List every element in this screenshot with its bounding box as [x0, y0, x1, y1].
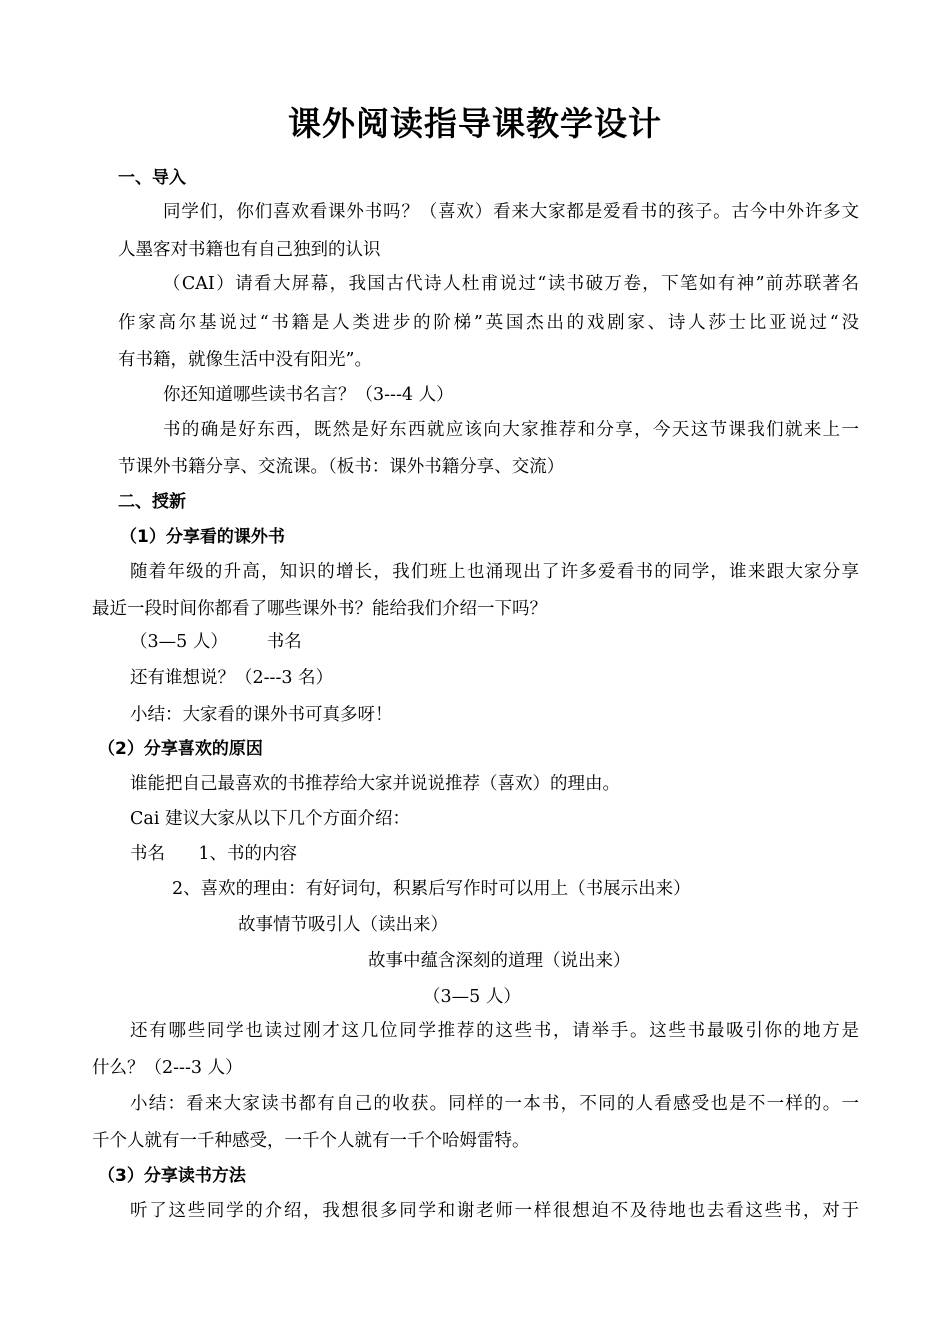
paragraph-line: 书的确是好东西，既然是好东西就应该向大家推荐和分享，今天这节课我们就来上一 [163, 420, 859, 440]
paragraph-line: 什么？（2---3 人） [92, 1058, 243, 1078]
paragraph-line: 随着年级的升高，知识的增长，我们班上也涌现出了许多爱看书的同学，谁来跟大家分享 [130, 562, 859, 582]
paragraph-line: 还有哪些同学也读过刚才这几位同学推荐的这些书，请举手。这些书最吸引你的地方是 [130, 1021, 859, 1041]
paragraph-line: 2、喜欢的理由：有好词句，积累后写作时可以用上（书展示出来） [172, 879, 691, 899]
paragraph-line: 小结：看来大家读书都有自己的收获。同样的一本书，不同的人看感受也是不一样的。一 [130, 1094, 859, 1114]
page-title: 课外阅读指导课教学设计 [288, 104, 662, 143]
paragraph-line: 节课外书籍分享、交流课。（板书：课外书籍分享、交流） [118, 457, 565, 477]
paragraph-line: 你还知道哪些读书名言？（3---4 人） [163, 385, 454, 405]
paragraph-line: （CAI）请看大屏幕，我国古代诗人杜甫说过“读书破万卷，下笔如有神”前苏联著名 [163, 274, 859, 294]
paragraph-line: 书名 1、书的内容 [130, 844, 298, 864]
paragraph-line: 听了这些同学的介绍，我想很多同学和谢老师一样很想迫不及待地也去看这些书，对于 [130, 1201, 859, 1221]
paragraph-line: 还有谁想说？（2---3 名） [130, 668, 334, 688]
paragraph-line: 作家高尔基说过“书籍是人类进步的阶梯”英国杰出的戏剧家、诗人莎士比亚说过“没 [118, 313, 859, 333]
paragraph-line: 人墨客对书籍也有自己独到的认识 [118, 240, 381, 260]
paragraph-line: 谁能把自己最喜欢的书推荐给大家并说说推荐（喜欢）的理由。 [130, 774, 620, 794]
paragraph-line: 最近一段时间你都看了哪些课外书？能给我们介绍一下吗？ [92, 599, 547, 619]
paragraph-line: 小结：大家看的课外书可真多呀！ [130, 705, 393, 725]
paragraph-line: Cai 建议大家从以下几个方面介绍： [130, 809, 410, 829]
paragraph-line: 有书籍，就像生活中没有阳光”。 [118, 350, 372, 370]
paragraph-line: 故事情节吸引人（读出来） [238, 915, 448, 935]
subsection-heading-share-methods: （3）分享读书方法 [98, 1166, 246, 1186]
section-heading-new-lesson: 二、授新 [118, 492, 186, 512]
paragraph-line: （3—5 人） 书名 [130, 632, 302, 652]
paragraph-line: 同学们，你们喜欢看课外书吗？（喜欢）看来大家都是爱看书的孩子。古今中外许多文 [163, 202, 859, 222]
section-heading-intro: 一、导入 [118, 168, 186, 188]
subsection-heading-share-books: （1）分享看的课外书 [120, 527, 285, 547]
subsection-heading-share-reasons: （2）分享喜欢的原因 [98, 739, 263, 759]
paragraph-line: 故事中蕴含深刻的道理（说出来） [368, 951, 631, 971]
paragraph-line: （3—5 人） [423, 987, 521, 1007]
paragraph-line: 千个人就有一千种感受，一千个人就有一千个哈姆雷特。 [92, 1131, 530, 1151]
